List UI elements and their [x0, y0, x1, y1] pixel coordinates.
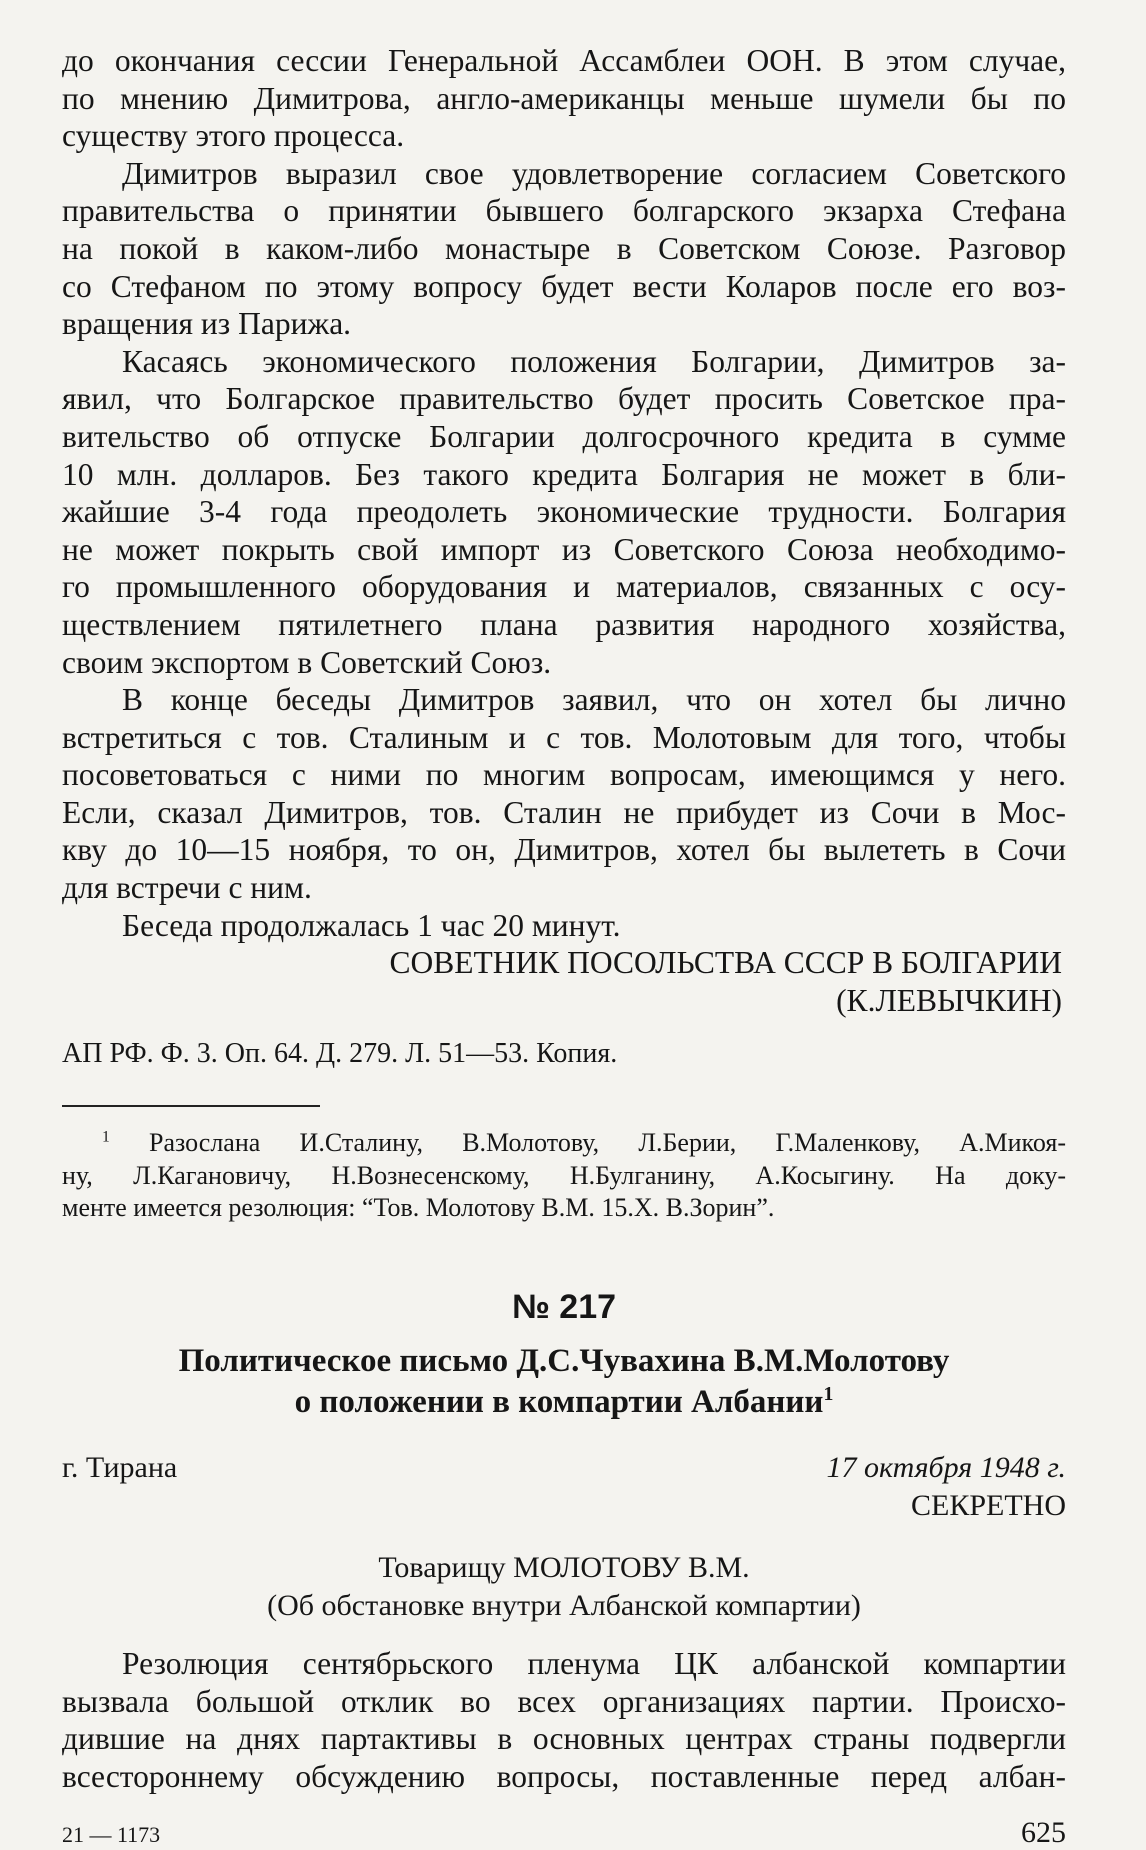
- paragraph-2: [62, 155, 1066, 343]
- text-line: своим экспортом в Советский Союз.: [62, 644, 552, 680]
- text-line: Резолюция сентябрьского пленума ЦК албанской компартии: [122, 1645, 1066, 1681]
- footnote: [62, 1127, 1066, 1225]
- text-line: го промышленного оборудования и материалов, связанных с осу-: [62, 569, 1066, 605]
- footnote-line: ну, Л.Кагановичу, Н.Вознесенскому, Н.Булганину, А.Косыгину. На доку-: [62, 1160, 1066, 1190]
- document-title-line: [62, 1382, 1066, 1423]
- text-line: дившие на днях партактивы в основных центрах страны подвергли: [62, 1721, 1066, 1757]
- text-line: встретиться с тов. Сталиным и с тов. Молотовым для того, чтобы: [62, 719, 1066, 755]
- date: 17 октября 1948 г.: [826, 1450, 1066, 1484]
- classification: СЕКРЕТНО: [910, 1488, 1066, 1522]
- text-line: со Стефаном по этому вопросу будет вести Коларов после его воз-: [62, 268, 1066, 304]
- text-line: Димитров выразил свое удовлетворение согласием Советского: [122, 155, 1066, 191]
- place: г. Тирана: [62, 1450, 178, 1484]
- text-line: Касаясь экономического положения Болгарии, Димитров за-: [122, 343, 1066, 379]
- text-line: 10 млн. долларов. Без такого кредита Болгария не может в бли-: [62, 456, 1066, 492]
- text-line: Если, сказал Димитров, тов. Сталин не прибудет из Сочи в Мос-: [62, 794, 1066, 830]
- paragraph-5: Беседа продолжалась 1 час 20 минут.: [122, 907, 621, 943]
- paragraph-1: [62, 42, 1066, 155]
- place-date-row: [62, 1449, 1066, 1487]
- paragraph-4: [62, 681, 1066, 907]
- signature-title: СОВЕТНИК ПОСОЛЬСТВА СССР В БОЛГАРИИ: [389, 945, 1062, 981]
- sheet-mark: 21 — 1173: [62, 1822, 161, 1847]
- text-line: всестороннему обсуждению вопросы, поставленные перед албан-: [62, 1758, 1066, 1794]
- footnote-line: [62, 1127, 1066, 1160]
- footnote-marker: 1: [102, 1128, 110, 1146]
- page-footer: [62, 1816, 1066, 1850]
- text-line: по мнению Димитрова, англо-американцы меньше шумели бы по: [62, 80, 1066, 116]
- text-line: на покой в каком-либо монастыре в Советском Союзе. Разговор: [62, 230, 1066, 266]
- text-line: посоветоваться с ними по многим вопросам, имеющимся у него.: [62, 757, 1066, 793]
- page-number: 625: [1021, 1816, 1066, 1849]
- text-line: ществлением пятилетнего плана развития народного хозяйства,: [62, 606, 1066, 642]
- text-line: вызвала большой отклик во всех организациях партии. Происхо-: [62, 1683, 1066, 1719]
- subject: (Об обстановке внутри Албанской компартии): [267, 1588, 861, 1622]
- text-line: В конце беседы Димитров заявил, что он хотел бы лично: [122, 682, 1066, 718]
- text-line: кву до 10—15 ноября, то он, Димитров, хотел бы вылететь в Сочи: [62, 832, 1066, 868]
- addressee: Товарищу МОЛОТОВУ В.М.: [378, 1550, 750, 1584]
- document-title-line: Политическое письмо Д.С.Чувахина В.М.Молотову: [178, 1342, 950, 1379]
- paragraph-3: [62, 343, 1066, 681]
- text-line: правительства о принятии бывшего болгарского экзарха Стефана: [62, 193, 1066, 229]
- text-line: вительство об отпуске Болгарии долгосрочного кредита в сумме: [62, 418, 1066, 454]
- document-title-text: о положении в компартии Албании: [294, 1383, 824, 1420]
- letter-paragraph-1: [62, 1645, 1066, 1795]
- document-page: [62, 42, 1066, 1849]
- text-line: явил, что Болгарское правительство будет просить Советское пра-: [62, 381, 1066, 417]
- footnote-text: Разослана И.Сталину, В.Молотову, Л.Берии, Г.Маленкову, А.Микоя-: [109, 1128, 1066, 1158]
- footnote-line: менте имеется резолюция: “Тов. Молотову В.М. 15.Х. В.Зорин”.: [62, 1193, 775, 1223]
- title-footnote-marker: 1: [823, 1382, 834, 1405]
- text-line: для встречи с ним.: [62, 870, 312, 906]
- archive-reference: АП РФ. Ф. 3. Оп. 64. Д. 279. Л. 51—53. Копия.: [62, 1038, 618, 1070]
- text-line: существу этого процесса.: [62, 118, 405, 154]
- text-line: не может покрыть свой импорт из Советского Союза необходимо-: [62, 531, 1066, 567]
- text-line: до окончания сессии Генеральной Ассамблеи ООН. В этом случае,: [62, 43, 1066, 78]
- text-line: вращения из Парижа.: [62, 306, 352, 342]
- signature-name: (К.ЛЕВЫЧКИН): [836, 982, 1062, 1018]
- document-number: № 217: [511, 1287, 617, 1326]
- text-line: жайшие 3-4 года преодолеть экономические трудности. Болгария: [62, 494, 1066, 530]
- footnote-divider: [62, 1105, 320, 1107]
